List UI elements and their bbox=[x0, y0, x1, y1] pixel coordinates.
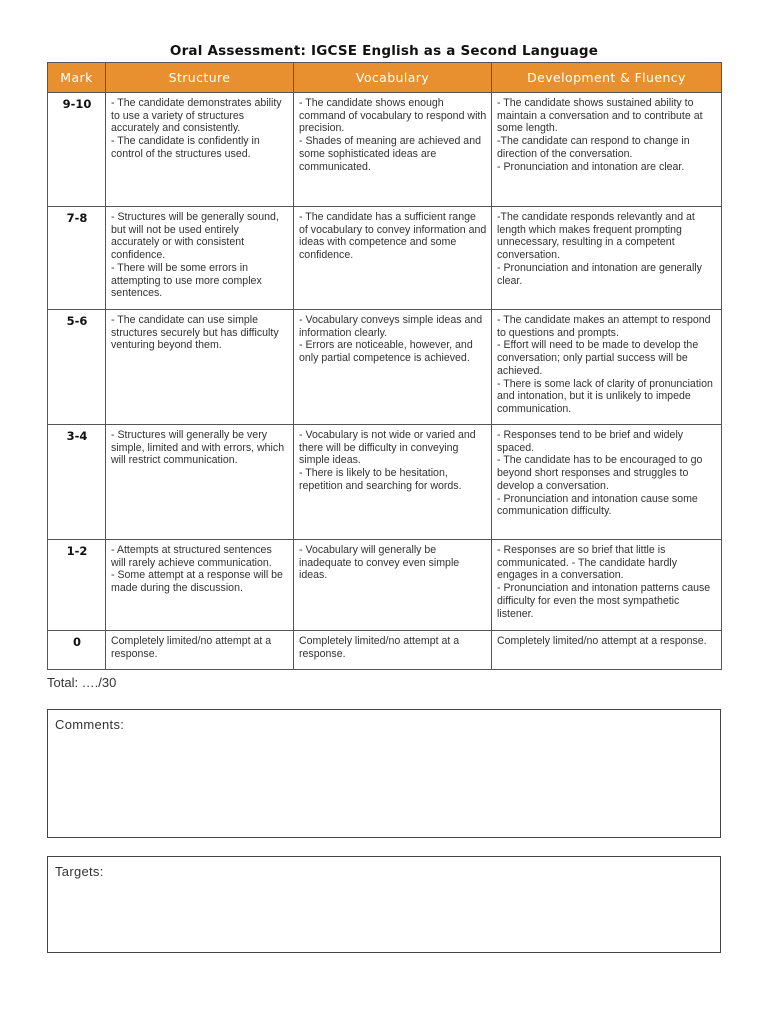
header-structure: Structure bbox=[106, 63, 294, 93]
descriptor-text: - The candidate makes an attempt to respond to questions and prompts. bbox=[497, 314, 711, 339]
structure-cell bbox=[106, 631, 294, 670]
targets-box[interactable] bbox=[47, 856, 721, 953]
descriptor-text: - Responses tend to be brief and widely spaced. bbox=[497, 429, 684, 454]
descriptor-text: - Attempts at structured sentences will rarely achieve communication. bbox=[111, 544, 272, 569]
mark-cell: 5-6 bbox=[48, 310, 106, 425]
descriptor-text: - Pronunciation and intonation cause some communication difficulty. bbox=[497, 492, 698, 518]
descriptor-text: Completely limited/no attempt at a response. bbox=[497, 635, 707, 647]
development-cell bbox=[492, 207, 722, 310]
mark-cell: 7-8 bbox=[48, 207, 106, 310]
table-row bbox=[48, 540, 722, 631]
targets-label: Targets: bbox=[55, 864, 104, 879]
descriptor-text: - Vocabulary is not wide or varied and there will be difficulty in conveying simple ideas. bbox=[299, 429, 476, 467]
vocabulary-cell bbox=[294, 93, 492, 207]
header-development-fluency: Development & Fluency bbox=[492, 63, 722, 93]
development-cell bbox=[492, 540, 722, 631]
descriptor-text: - There will be some errors in attempting to use more complex sentences. bbox=[111, 261, 262, 300]
descriptor-text: - Effort will need to be made to develop the conversation; only partial success will be achieved. bbox=[497, 339, 699, 377]
development-cell bbox=[492, 310, 722, 425]
vocabulary-cell bbox=[294, 540, 492, 631]
mark-cell: 0 bbox=[48, 631, 106, 670]
mark-cell: 1-2 bbox=[48, 540, 106, 631]
mark-cell: 3-4 bbox=[48, 425, 106, 540]
table-row bbox=[48, 631, 722, 670]
descriptor-text: - Responses are so brief that little is communicated. - The candidate hardly engages in a conversation. bbox=[497, 544, 677, 582]
table-header-row bbox=[48, 63, 722, 93]
descriptor-text: -The candidate can respond to change in direction of the conversation. bbox=[497, 135, 690, 160]
descriptor-text: - The candidate is confidently in control of the structures used. bbox=[111, 135, 260, 160]
vocabulary-cell bbox=[294, 631, 492, 670]
structure-cell bbox=[106, 207, 294, 310]
structure-cell bbox=[106, 93, 294, 207]
descriptor-text: - There is likely to be hesitation, repetition and searching for words. bbox=[299, 467, 462, 492]
comments-box[interactable] bbox=[47, 709, 721, 838]
document-title: Oral Assessment: IGCSE English as a Second Language bbox=[169, 43, 599, 59]
structure-cell bbox=[106, 425, 294, 540]
descriptor-text: - The candidate can use simple structures securely but has difficulty venturing beyond them. bbox=[111, 314, 279, 352]
descriptor-text: -The candidate responds relevantly and at length which makes frequent prompting unnecessary, resulting in a competent conversation. bbox=[497, 211, 695, 262]
vocabulary-cell bbox=[294, 310, 492, 425]
table-row bbox=[48, 310, 722, 425]
descriptor-text: - Some attempt at a response will be made during the discussion. bbox=[111, 569, 283, 595]
descriptor-text: Completely limited/no attempt at a response. bbox=[111, 635, 272, 660]
descriptor-text: - The candidate shows sustained ability to maintain a conversation and to contribute at some length. bbox=[497, 97, 703, 135]
structure-cell bbox=[106, 310, 294, 425]
header-vocabulary: Vocabulary bbox=[294, 63, 492, 93]
descriptor-text: - Shades of meaning are achieved and some sophisticated ideas are communicated. bbox=[299, 135, 481, 173]
development-cell bbox=[492, 93, 722, 207]
descriptor-text: - The candidate has a sufficient range of vocabulary to convey information and ideas with competence and some confidence. bbox=[299, 211, 487, 262]
descriptor-text: - The candidate demonstrates ability to use a variety of structures accurately and consistently. bbox=[111, 97, 282, 135]
descriptor-text: - Vocabulary conveys simple ideas and information clearly. bbox=[299, 314, 483, 339]
descriptor-text: - Pronunciation and intonation are generally clear. bbox=[497, 261, 702, 287]
descriptor-text: - The candidate has to be encouraged to go beyond short responses and struggles to develop a conversation. bbox=[497, 454, 703, 492]
development-cell bbox=[492, 631, 722, 670]
table-row bbox=[48, 93, 722, 207]
table-row bbox=[48, 207, 722, 310]
descriptor-text: - Pronunciation and intonation are clear. bbox=[497, 160, 685, 173]
total-score: Total: …./30 bbox=[47, 675, 117, 690]
header-mark: Mark bbox=[48, 63, 106, 93]
descriptor-text: - Pronunciation and intonation patterns cause difficulty for even the most sympathetic listener. bbox=[497, 582, 711, 620]
descriptor-text: - The candidate shows enough command of vocabulary to respond with precision. bbox=[299, 97, 487, 135]
vocabulary-cell bbox=[294, 207, 492, 310]
descriptor-text: - Structures will generally be very simple, limited and with errors, which will restrict communication. bbox=[111, 429, 285, 467]
descriptor-text: - Errors are noticeable, however, and only partial competence is achieved. bbox=[299, 339, 473, 365]
descriptor-text: Completely limited/no attempt at a response. bbox=[299, 635, 460, 660]
mark-cell: 9-10 bbox=[48, 93, 106, 207]
vocabulary-cell bbox=[294, 425, 492, 540]
development-cell bbox=[492, 425, 722, 540]
table-row bbox=[48, 425, 722, 540]
comments-label: Comments: bbox=[55, 717, 125, 732]
descriptor-text: - Vocabulary will generally be inadequate to convey even simple ideas. bbox=[299, 544, 460, 582]
descriptor-text: - Structures will be generally sound, but will not be used entirely accurately or with consistent confidence. bbox=[111, 211, 279, 262]
descriptor-text: - There is some lack of clarity of pronunciation and intonation, but it is unlikely to impede communication. bbox=[497, 377, 713, 415]
structure-cell bbox=[106, 540, 294, 631]
assessment-rubric-table bbox=[47, 62, 722, 670]
